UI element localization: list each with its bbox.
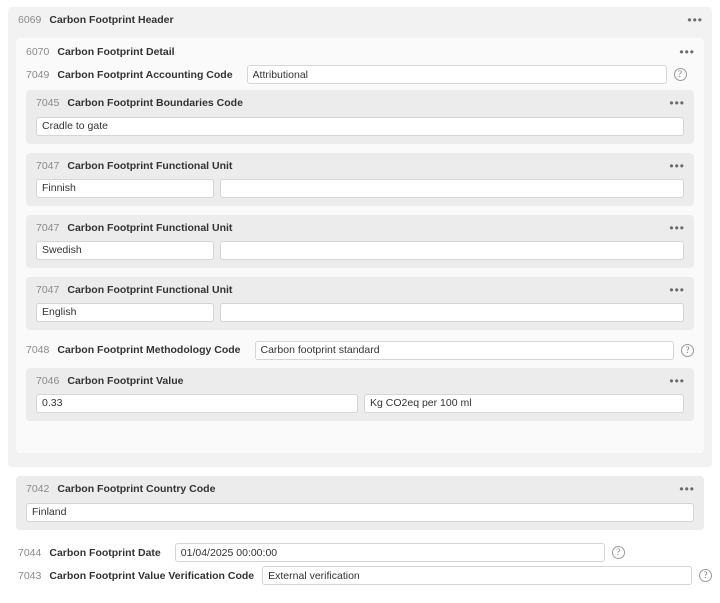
country-code-heading <box>16 476 704 502</box>
functional-unit-language-input-swedish[interactable] <box>36 241 214 260</box>
functional-unit-menu-icon-swedish[interactable]: ••• <box>669 220 685 235</box>
verification-code-label: Carbon Footprint Value Verification Code <box>49 569 255 582</box>
functional-unit-number-finnish: 7047 <box>36 159 60 172</box>
boundaries-code-menu-icon[interactable]: ••• <box>669 96 685 110</box>
boundaries-code-number: 7045 <box>36 97 60 109</box>
carbon-footprint-date-row <box>8 543 712 562</box>
country-code-input-wrap <box>16 502 704 530</box>
functional-unit-language-input-english[interactable] <box>36 303 214 322</box>
carbon-footprint-date-input[interactable] <box>175 543 605 562</box>
methodology-code-input[interactable] <box>255 341 675 360</box>
carbon-footprint-detail-title: Carbon Footprint Detail <box>57 45 175 58</box>
functional-unit-language-input-finnish[interactable] <box>36 179 214 198</box>
functional-unit-panel-english <box>26 277 694 330</box>
country-code-menu-icon[interactable]: ••• <box>679 482 695 496</box>
country-code-panel <box>16 476 704 530</box>
carbon-footprint-value-number: 7046 <box>36 374 60 387</box>
accounting-code-help-icon[interactable]: ? <box>674 68 687 81</box>
carbon-footprint-value-label: Carbon Footprint Value <box>67 374 184 387</box>
boundaries-code-input-wrap <box>26 116 694 144</box>
functional-unit-label-english: Carbon Footprint Functional Unit <box>67 283 233 296</box>
carbon-footprint-header-title: Carbon Footprint Header <box>49 14 174 26</box>
accounting-code-input[interactable] <box>247 65 667 84</box>
functional-unit-heading-swedish <box>26 215 694 241</box>
carbon-footprint-value-panel <box>26 368 694 421</box>
carbon-footprint-date-help-icon[interactable]: ? <box>612 546 625 559</box>
boundaries-code-label: Carbon Footprint Boundaries Code <box>67 97 243 109</box>
verification-code-number: 7043 <box>18 569 42 582</box>
verification-code-row <box>8 566 712 585</box>
functional-unit-number-english: 7047 <box>36 283 60 296</box>
carbon-footprint-value-amount-input[interactable] <box>36 394 358 413</box>
carbon-footprint-date-label: Carbon Footprint Date <box>49 546 161 559</box>
carbon-footprint-value-unit-input[interactable] <box>364 394 684 413</box>
accounting-code-row <box>16 65 704 90</box>
functional-unit-panel-finnish <box>26 153 694 206</box>
boundaries-code-input[interactable] <box>36 117 684 136</box>
boundaries-code-heading <box>26 90 694 116</box>
functional-unit-value-input-swedish[interactable] <box>220 241 684 260</box>
functional-unit-menu-icon-english[interactable]: ••• <box>669 282 685 297</box>
functional-unit-panel-swedish <box>26 215 694 268</box>
country-code-input[interactable] <box>26 503 694 522</box>
functional-unit-inputs-finnish <box>26 179 694 206</box>
functional-unit-label-finnish: Carbon Footprint Functional Unit <box>67 159 233 172</box>
functional-unit-label-swedish: Carbon Footprint Functional Unit <box>67 221 233 234</box>
carbon-footprint-value-menu-icon[interactable]: ••• <box>669 373 685 388</box>
carbon-footprint-header-code: 6069 <box>18 14 42 26</box>
carbon-footprint-detail-heading <box>16 38 704 65</box>
methodology-code-number: 7048 <box>26 344 50 356</box>
boundaries-code-panel <box>26 90 694 144</box>
carbon-footprint-detail-menu-icon[interactable]: ••• <box>679 44 695 59</box>
carbon-footprint-value-inputs <box>26 394 694 421</box>
functional-unit-heading-english <box>26 277 694 303</box>
carbon-footprint-detail-code: 6070 <box>26 45 50 58</box>
country-code-number: 7042 <box>26 483 50 495</box>
functional-unit-number-swedish: 7047 <box>36 221 60 234</box>
functional-unit-value-input-finnish[interactable] <box>220 179 684 198</box>
accounting-code-number: 7049 <box>26 68 50 81</box>
accounting-code-label: Carbon Footprint Accounting Code <box>57 68 233 81</box>
carbon-footprint-header-menu-icon[interactable]: ••• <box>687 13 703 27</box>
functional-unit-heading-finnish <box>26 153 694 179</box>
functional-unit-value-input-english[interactable] <box>220 303 684 322</box>
verification-code-input[interactable] <box>262 566 692 585</box>
carbon-footprint-value-heading <box>26 368 694 394</box>
methodology-code-help-icon[interactable]: ? <box>681 344 694 357</box>
country-code-label: Carbon Footprint Country Code <box>57 483 216 495</box>
functional-unit-inputs-english <box>26 303 694 330</box>
methodology-code-row <box>16 339 704 368</box>
carbon-footprint-date-number: 7044 <box>18 546 42 559</box>
verification-code-help-icon[interactable]: ? <box>699 569 712 582</box>
methodology-code-label: Carbon Footprint Methodology Code <box>57 344 241 356</box>
functional-unit-menu-icon-finnish[interactable]: ••• <box>669 158 685 173</box>
functional-unit-inputs-swedish <box>26 241 694 268</box>
carbon-footprint-detail-panel <box>16 38 704 453</box>
carbon-footprint-header-heading <box>8 7 712 33</box>
